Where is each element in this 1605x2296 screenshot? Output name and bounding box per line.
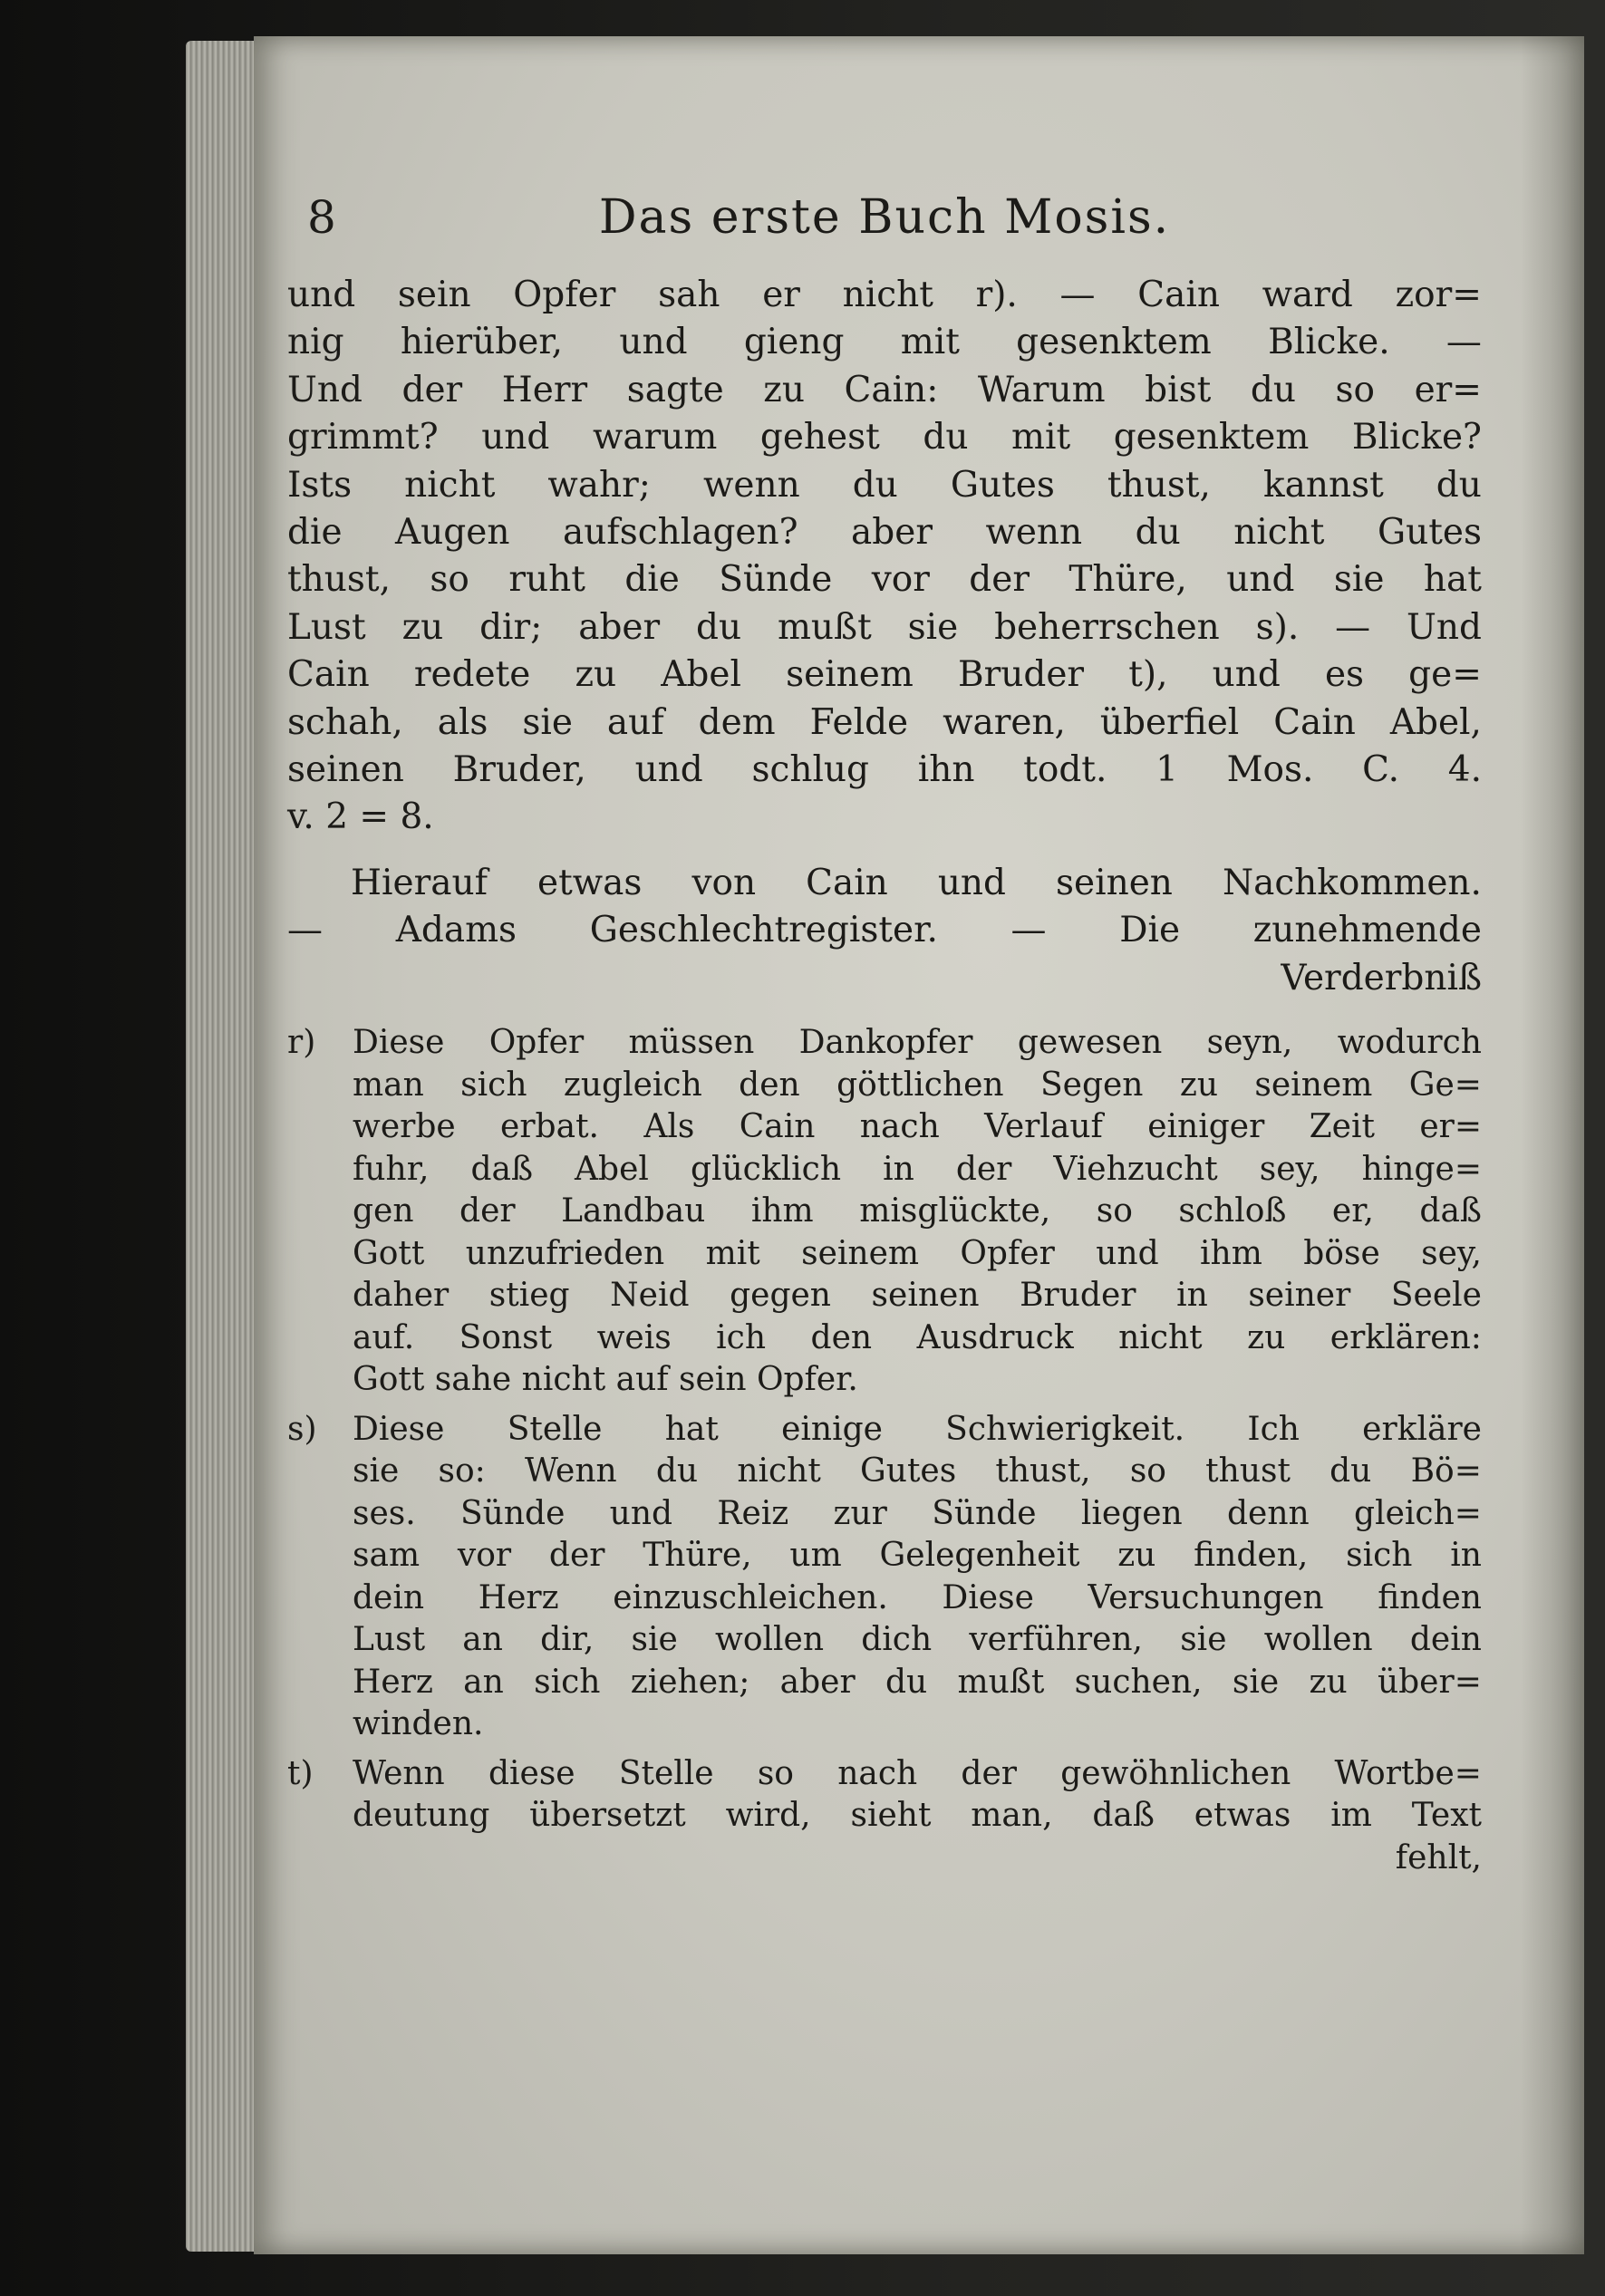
page-number: 8 — [307, 191, 336, 244]
footnote-line: fuhr, daß Abel glücklich in der Viehzucht sey, hinge= — [353, 1150, 1482, 1188]
text-line: v. 2 = 8. — [287, 796, 434, 838]
footnote-line: Wenn diese Stelle so nach der gewöhnlichen Wortbe= — [353, 1754, 1482, 1792]
running-head: Das erste Buch Mosis. — [598, 190, 1171, 245]
footnotes — [287, 1022, 1482, 1879]
summary-line: Verderbniß — [1281, 957, 1482, 998]
chapter-summary — [287, 860, 1482, 1002]
footnote-line: Diese Opfer müssen Dankopfer gewesen seyn, wodurch — [353, 1024, 1482, 1062]
text-line: Lust zu dir; aber du mußt sie beherrschen s). — Und — [287, 606, 1482, 648]
text-line: nig hierüber, und gieng mit gesenktem Blicke. — — [287, 322, 1482, 363]
footnote-marker: r) — [287, 1024, 316, 1062]
text-line: Ists nicht wahr; wenn du Gutes thust, kannst du — [287, 464, 1482, 506]
main-text — [287, 272, 1482, 842]
page-header — [287, 172, 1482, 254]
footnote-line: daher stieg Neid gegen seinen Bruder in seiner Seele — [353, 1277, 1482, 1315]
summary-line: — Adams Geschlechtregister. — Die zunehmende — [287, 910, 1482, 951]
footnote-line: Herz an sich ziehen; aber du mußt suchen, sie zu über= — [353, 1663, 1482, 1701]
footnote — [287, 1753, 1482, 1880]
footnote-line: Gott sahe nicht auf sein Opfer. — [353, 1361, 858, 1399]
footnote-line: winden. — [353, 1705, 484, 1743]
text-line: Und der Herr sagte zu Cain: Warum bist du so er= — [287, 369, 1482, 410]
footnote-line: Diese Stelle hat einige Schwierigkeit. Ich erkläre — [353, 1410, 1482, 1448]
footnote-marker: s) — [287, 1410, 317, 1448]
footnote-line: dein Herz einzuschleichen. Diese Versuchungen finden — [353, 1578, 1482, 1616]
text-line: thust, so ruht die Sünde vor der Thüre, und sie hat — [287, 559, 1482, 601]
footnote — [287, 1409, 1482, 1746]
text-line: schah, als sie auf dem Felde waren, überfiel Cain Abel, — [287, 701, 1482, 743]
footnote-line: Gott unzufrieden mit seinem Opfer und ihm böse sey, — [353, 1234, 1482, 1272]
footnote-line: deutung übersetzt wird, sieht man, daß etwas im Text — [353, 1797, 1482, 1835]
text-line: seinen Bruder, und schlug ihn todt. 1 Mos. C. 4. — [287, 749, 1482, 791]
footnote-line: Lust an dir, sie wollen dich verführen, sie wollen dein — [353, 1621, 1482, 1659]
footnote-line: gen der Landbau ihm misglückte, so schloß er, daß — [353, 1192, 1482, 1230]
footnote-line: werbe erbat. Als Cain nach Verlauf einiger Zeit er= — [353, 1108, 1482, 1146]
gutter-shadow — [1521, 36, 1584, 2254]
text-line: und sein Opfer sah er nicht r). — Cain ward zor= — [287, 275, 1482, 315]
footnote-line: auf. Sonst weis ich den Ausdruck nicht zu erklären: — [353, 1318, 1482, 1356]
footnote-line: man sich zugleich den göttlichen Segen zu seinem Ge= — [353, 1066, 1482, 1104]
footnote-line: sam vor der Thüre, um Gelegenheit zu finden, sich in — [353, 1537, 1482, 1575]
footnote — [287, 1022, 1482, 1402]
text-line: Cain redete zu Abel seinem Bruder t), und es ge= — [287, 654, 1482, 696]
footnote-line: sie so: Wenn du nicht Gutes thust, so thust du Bö= — [353, 1452, 1482, 1490]
text-line: grimmt? und warum gehest du mit gesenktem Blicke? — [287, 417, 1482, 458]
page-text — [287, 172, 1482, 1879]
text-line: die Augen aufschlagen? aber wenn du nicht Gutes — [287, 512, 1482, 554]
footnote-line: ses. Sünde und Reiz zur Sünde liegen denn gleich= — [353, 1494, 1482, 1532]
footnote-line: fehlt, — [1395, 1838, 1482, 1876]
summary-line: Hierauf etwas von Cain und seinen Nachkommen. — [351, 862, 1482, 903]
footnote-marker: t) — [287, 1754, 314, 1792]
